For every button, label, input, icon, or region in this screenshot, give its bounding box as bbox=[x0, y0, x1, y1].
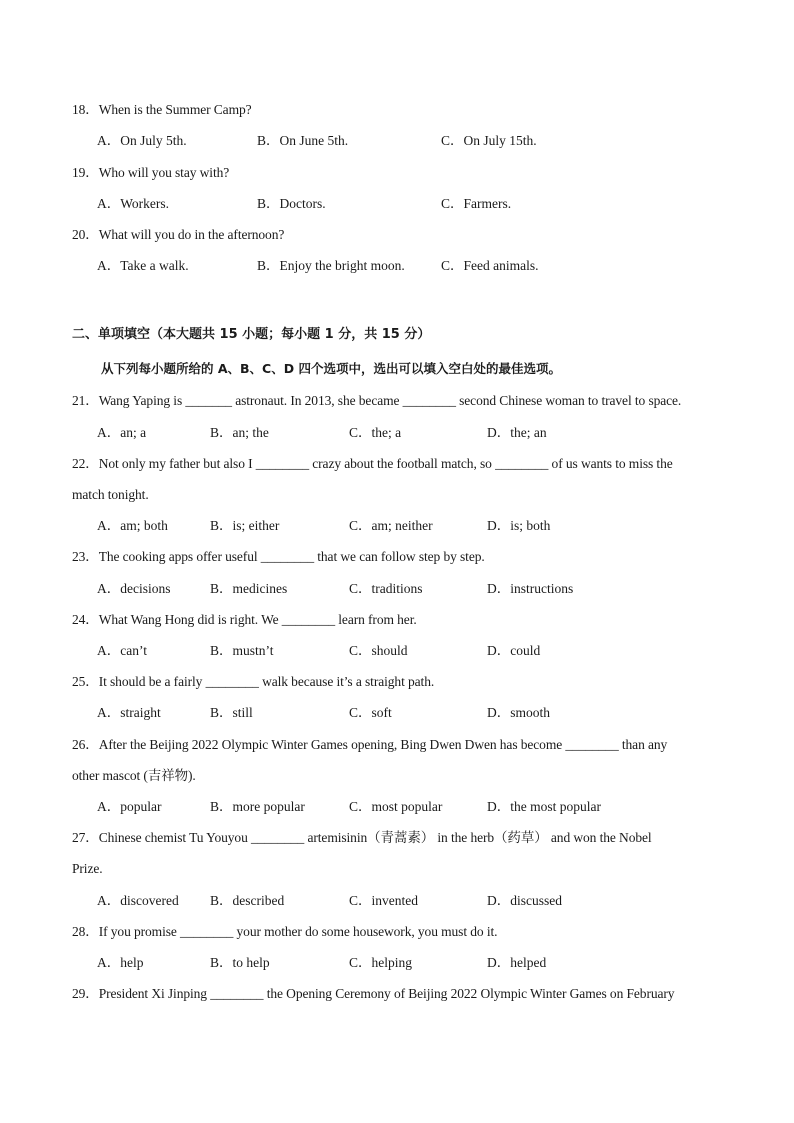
option-b: B．described bbox=[210, 893, 285, 908]
option-a: A．Workers. bbox=[97, 196, 170, 211]
question-stem: 24．What Wang Hong did is right. We ________ learn from her. bbox=[72, 612, 417, 627]
section-title: 二、单项填空（本大题共 15 小题；每小题 1 分，共 15 分） bbox=[72, 327, 431, 342]
option-a: A．straight bbox=[97, 705, 161, 720]
question-stem: 29．President Xi Jinping ________ the Opening Ceremony of Beijing 2022 Olympic Winter Games on February bbox=[72, 986, 675, 1001]
option-b: B．mustn’t bbox=[210, 643, 274, 658]
option-b: B．Enjoy the bright moon. bbox=[257, 258, 405, 273]
option-d: D．the most popular bbox=[487, 799, 601, 814]
question-stem-continued: match tonight. bbox=[72, 487, 149, 502]
option-d: D．could bbox=[487, 643, 541, 658]
option-d: D．the; an bbox=[487, 425, 547, 440]
section-instruction: 从下列每小题所给的 A、B、C、D 四个选项中，选出可以填入空白处的最佳选项。 bbox=[101, 361, 561, 376]
option-c: C．the; a bbox=[349, 425, 402, 440]
option-a: A．help bbox=[97, 955, 144, 970]
option-a: A．decisions bbox=[97, 581, 171, 596]
question-stem: 28．If you promise ________ your mother do some housework, you must do it. bbox=[72, 924, 498, 939]
option-d: D．helped bbox=[487, 955, 547, 970]
question-stem: 26．After the Beijing 2022 Olympic Winter Games opening, Bing Dwen Dwen has become ________ than any bbox=[72, 737, 668, 752]
question-stem: 22．Not only my father but also I ________ crazy about the football match, so ________ of us wants to miss the bbox=[72, 456, 673, 471]
option-a: A．can’t bbox=[97, 643, 147, 658]
option-c: C．traditions bbox=[349, 581, 423, 596]
option-a: A．popular bbox=[97, 799, 162, 814]
question-stem: 20．What will you do in the afternoon? bbox=[72, 227, 285, 242]
option-b: B．Doctors. bbox=[257, 196, 326, 211]
option-c: C．invented bbox=[349, 893, 418, 908]
question-stem: 18．When is the Summer Camp? bbox=[72, 102, 252, 117]
option-a: A．am; both bbox=[97, 518, 168, 533]
option-b: B．On June 5th. bbox=[257, 133, 349, 148]
option-c: C．soft bbox=[349, 705, 392, 720]
option-a: A．discovered bbox=[97, 893, 179, 908]
option-d: D．smooth bbox=[487, 705, 551, 720]
option-c: C．most popular bbox=[349, 799, 443, 814]
question-stem: 25．It should be a fairly ________ walk because it’s a straight path. bbox=[72, 674, 435, 689]
option-d: D．is; both bbox=[487, 518, 551, 533]
question-stem-continued: Prize. bbox=[72, 861, 103, 876]
option-b: B．is; either bbox=[210, 518, 280, 533]
option-d: D．instructions bbox=[487, 581, 574, 596]
option-c: C．Farmers. bbox=[441, 196, 512, 211]
option-b: B．medicines bbox=[210, 581, 288, 596]
option-c: C．helping bbox=[349, 955, 412, 970]
question-stem: 23．The cooking apps offer useful ________ that we can follow step by step. bbox=[72, 549, 485, 564]
option-b: B．more popular bbox=[210, 799, 305, 814]
option-b: B．still bbox=[210, 705, 253, 720]
question-stem: 27．Chinese chemist Tu Youyou ________ artemisinin（青蒿素） in the herb（药草） and won the Nobel bbox=[72, 830, 652, 845]
option-c: C．should bbox=[349, 643, 408, 658]
option-c: C．Feed animals. bbox=[441, 258, 539, 273]
question-stem-continued: other mascot (吉祥物). bbox=[72, 768, 196, 783]
option-b: B．to help bbox=[210, 955, 270, 970]
option-a: A．an; a bbox=[97, 425, 147, 440]
option-b: B．an; the bbox=[210, 425, 269, 440]
option-d: D．discussed bbox=[487, 893, 562, 908]
option-c: C．am; neither bbox=[349, 518, 433, 533]
question-stem: 19．Who will you stay with? bbox=[72, 165, 230, 180]
option-c: C．On July 15th. bbox=[441, 133, 537, 148]
option-a: A．On July 5th. bbox=[97, 133, 187, 148]
question-stem: 21．Wang Yaping is _______ astronaut. In 2013, she became ________ second Chinese woman to travel to space. bbox=[72, 393, 682, 408]
option-a: A．Take a walk. bbox=[97, 258, 189, 273]
